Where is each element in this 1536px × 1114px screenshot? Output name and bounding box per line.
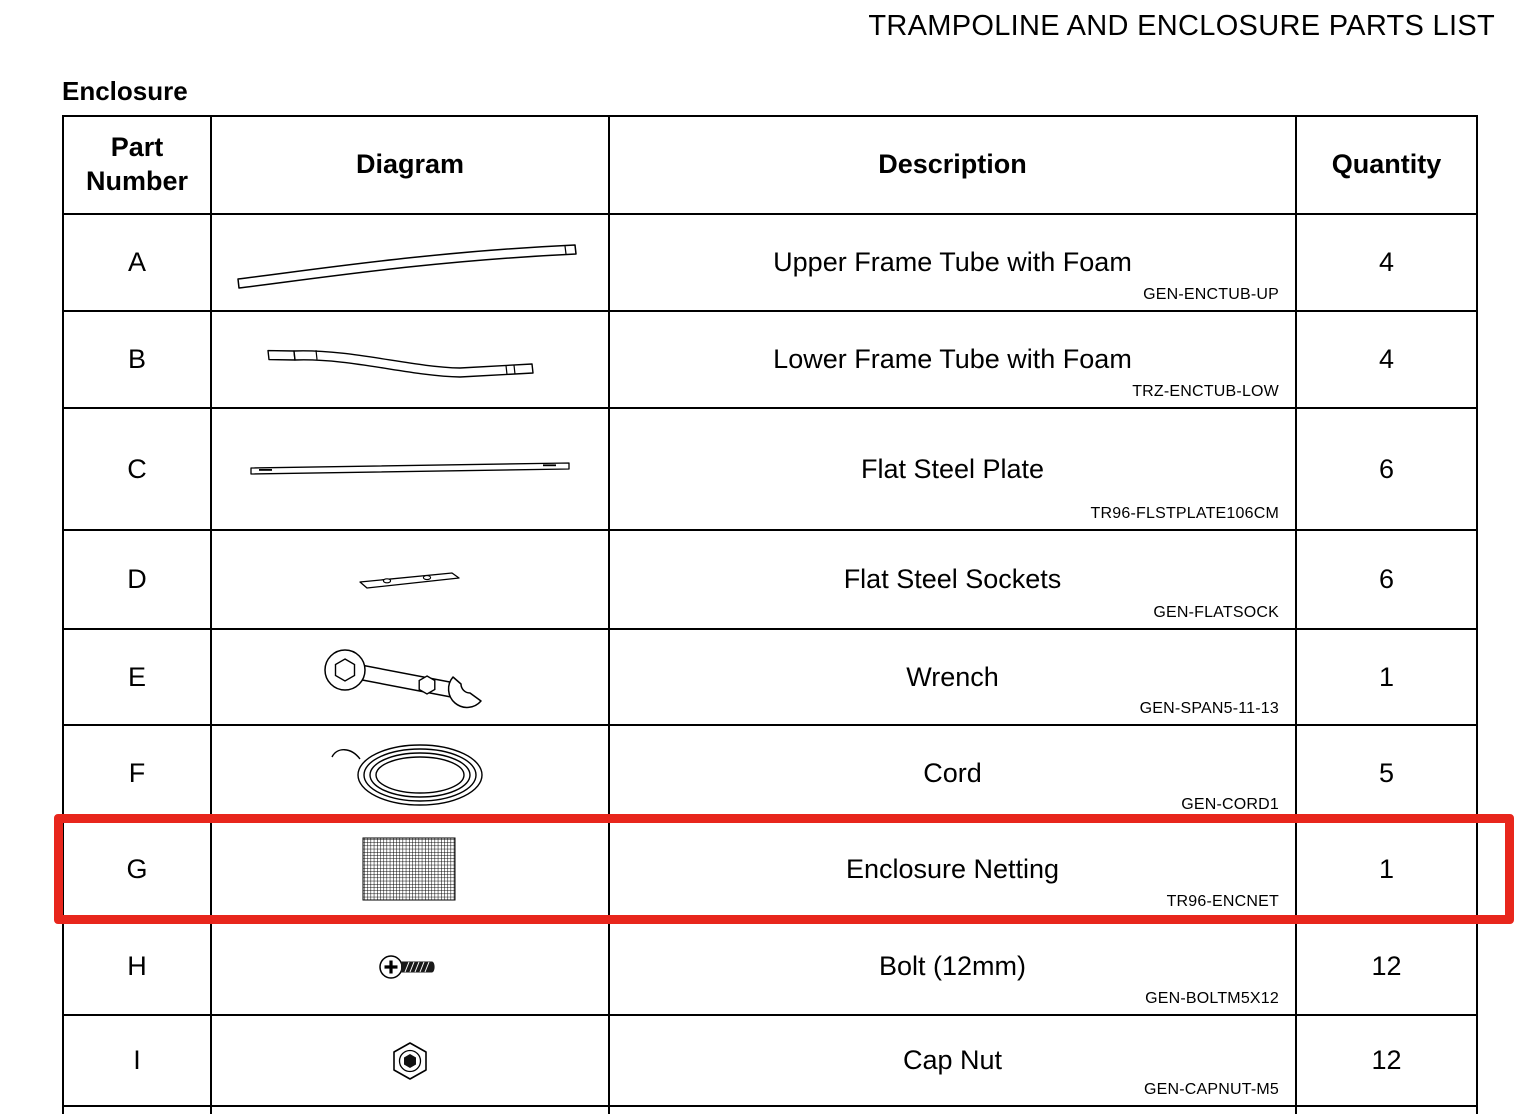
diagram-cell <box>211 408 609 530</box>
description-cell <box>609 1106 1296 1114</box>
table-row <box>63 311 1477 408</box>
quantity-cell: 1 <box>1296 629 1477 725</box>
part-number-cell: E <box>63 629 211 725</box>
description-cell <box>609 214 1296 311</box>
description-cell <box>609 1015 1296 1106</box>
bolt-drawing <box>377 949 443 985</box>
diagram-cell <box>211 629 609 725</box>
part-description: Lower Frame Tube with Foam <box>773 344 1132 374</box>
section-heading: Enclosure <box>62 76 188 106</box>
part-description: Cord <box>923 757 982 788</box>
part-code: TR96-FLSTPLATE106CM <box>1090 505 1279 522</box>
description-cell <box>609 629 1296 725</box>
part-number-cell: G <box>63 821 211 918</box>
table-row <box>63 725 1477 821</box>
quantity-cell: 6 <box>1296 530 1477 629</box>
header-diagram: Diagram <box>211 116 609 214</box>
header-part-number: Part Number <box>63 116 211 214</box>
header-quantity: Quantity <box>1296 116 1477 214</box>
quantity-cell: 12 <box>1296 1015 1477 1106</box>
part-code: TR96-ENCNET <box>1166 893 1279 910</box>
quantity-cell: 1 <box>1296 821 1477 918</box>
part-code: TRZ-ENCTUB-LOW <box>1132 383 1279 400</box>
part-code: GEN-ENCTUB-UP <box>1143 286 1279 303</box>
part-description: Bolt (12mm) <box>878 951 1027 981</box>
lower-frame-tube-drawing <box>260 336 560 384</box>
diagram-cell <box>211 214 609 311</box>
table-row-highlighted <box>63 821 1477 918</box>
part-description: Flat Steel Sockets <box>843 564 1062 594</box>
part-code: GEN-BOLTM5X12 <box>1145 990 1279 1007</box>
part-number-cell: F <box>63 725 211 821</box>
wrench-drawing <box>315 643 505 711</box>
cord-coil-drawing <box>325 733 495 813</box>
part-number-cell: H <box>63 918 211 1015</box>
part-number-cell: B <box>63 311 211 408</box>
description-cell <box>609 311 1296 408</box>
upper-frame-tube-drawing <box>225 235 595 291</box>
quantity-cell: 5 <box>1296 725 1477 821</box>
diagram-cell <box>211 311 609 408</box>
table-row <box>63 214 1477 311</box>
table-row <box>63 918 1477 1015</box>
flat-steel-socket-drawing <box>357 568 463 592</box>
header-row <box>63 116 1477 214</box>
table-row <box>63 530 1477 629</box>
description-cell <box>609 821 1296 918</box>
part-code: GEN-CAPNUT-M5 <box>1143 1081 1279 1098</box>
description-cell <box>609 530 1296 629</box>
page-title: TRAMPOLINE AND ENCLOSURE PARTS LIST <box>868 10 1495 42</box>
part-number-cell <box>63 1106 211 1114</box>
description-cell <box>609 918 1296 1015</box>
part-description: Wrench <box>906 661 999 692</box>
table-row-partial <box>63 1106 1477 1114</box>
part-code: GEN-SPAN5-11-13 <box>1139 700 1279 717</box>
flat-steel-plate-drawing <box>245 459 575 479</box>
table-row <box>63 1015 1477 1106</box>
part-number-cell: C <box>63 408 211 530</box>
header-description: Description <box>609 116 1296 214</box>
part-code: GEN-FLATSOCK <box>1153 604 1279 621</box>
part-number-cell: I <box>63 1015 211 1106</box>
part-number-cell: A <box>63 214 211 311</box>
description-cell <box>609 408 1296 530</box>
part-description: Upper Frame Tube with Foam <box>773 247 1132 277</box>
part-description: Enclosure Netting <box>845 854 1060 884</box>
diagram-cell <box>211 821 609 918</box>
quantity-cell: 4 <box>1296 311 1477 408</box>
description-cell <box>609 725 1296 821</box>
part-code: GEN-CORD1 <box>1181 796 1279 813</box>
diagram-cell <box>211 918 609 1015</box>
quantity-cell <box>1296 1106 1477 1114</box>
diagram-cell <box>211 725 609 821</box>
table-row <box>63 629 1477 725</box>
part-description: Cap Nut <box>902 1045 1003 1075</box>
diagram-cell <box>211 530 609 629</box>
part-description: Flat Steel Plate <box>860 453 1045 484</box>
parts-table <box>62 115 1478 1114</box>
enclosure-netting-drawing <box>361 836 459 904</box>
quantity-cell: 6 <box>1296 408 1477 530</box>
diagram-cell <box>211 1015 609 1106</box>
cap-nut-drawing <box>389 1041 431 1081</box>
quantity-cell: 4 <box>1296 214 1477 311</box>
part-number-cell: D <box>63 530 211 629</box>
diagram-cell <box>211 1106 609 1114</box>
table-row <box>63 408 1477 530</box>
quantity-cell: 12 <box>1296 918 1477 1015</box>
